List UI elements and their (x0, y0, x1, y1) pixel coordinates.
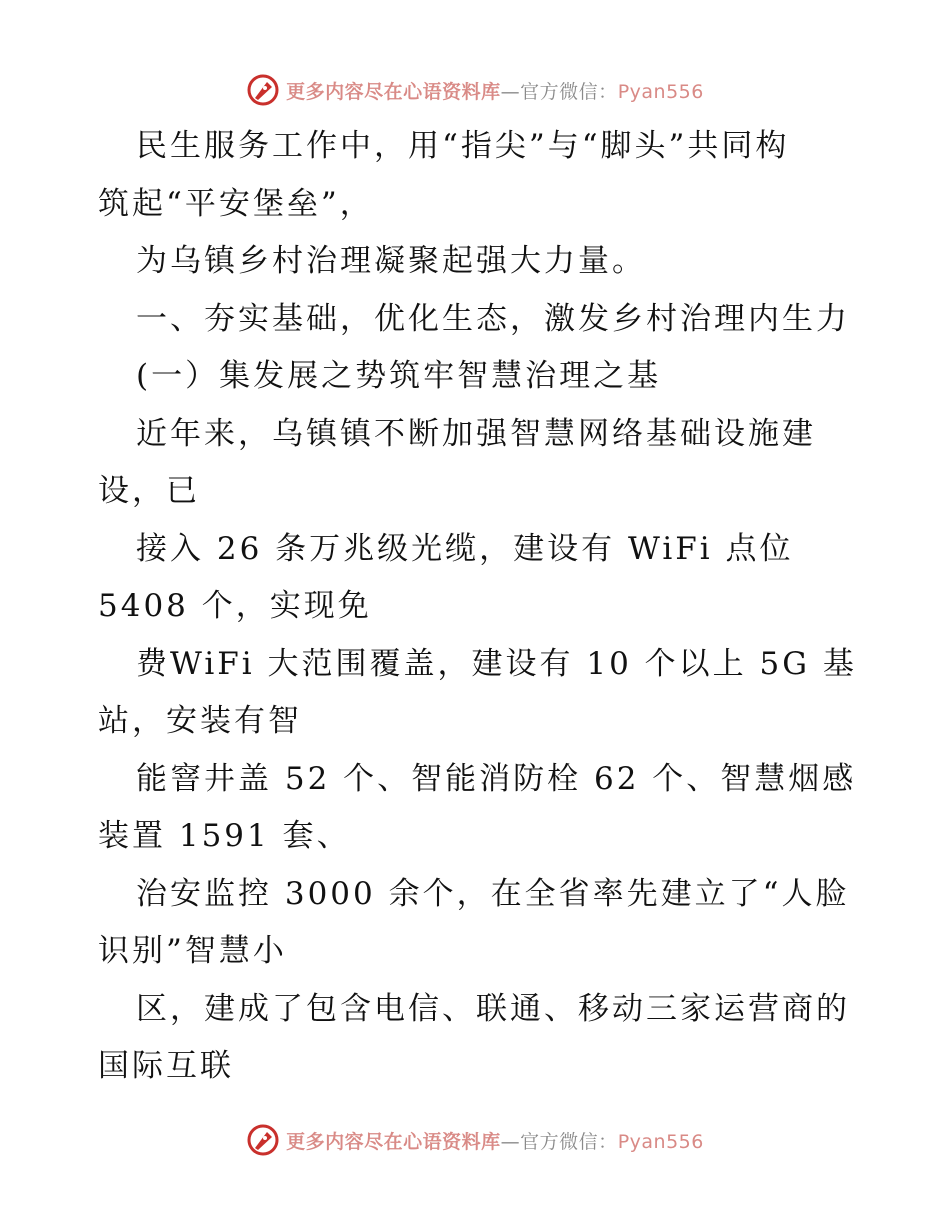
document-body (98, 118, 858, 1096)
banner-wechat-id: Pyan556 (617, 1130, 704, 1153)
text-line: 治安监控 3000 余个，在全省率先建立了“人脸 (136, 875, 850, 912)
banner-main-text: 更多内容尽在心语资料库 (286, 1130, 501, 1153)
banner-dash: — (500, 1130, 521, 1153)
banner-label: 官方微信： (520, 80, 618, 103)
text-line: 民生服务工作中，用“指尖”与“脚头”共同构 (136, 128, 790, 164)
text-line: 区，建成了包含电信、联通、移动三家运营商的 (136, 990, 850, 1027)
pen-nib-logo-icon (246, 73, 280, 107)
section-heading: 一、夯实基础，优化生态，激发乡村治理内生力 (136, 300, 850, 337)
text-line: 近年来，乌镇镇不断加强智慧网络基础设施建 (136, 415, 816, 452)
banner-text (286, 1127, 704, 1154)
text-line: 识别”智慧小 (98, 933, 287, 969)
banner-dash: — (500, 80, 521, 103)
header-banner (0, 70, 950, 110)
subsection-heading: (一）集发展之势筑牢智慧治理之基 (136, 358, 662, 394)
text-line: 5408 个，实现免 (98, 588, 372, 624)
text-line: 筑起“平安堡垒”， (98, 185, 374, 222)
text-line: 装置 1591 套、 (98, 818, 351, 854)
banner-label: 官方微信： (520, 1130, 618, 1153)
text-line: 接入 26 条万兆级光缆，建设有 WiFi 点位 (136, 530, 794, 567)
banner-main-text: 更多内容尽在心语资料库 (286, 80, 501, 103)
footer-banner (0, 1120, 950, 1160)
text-line: 能窨井盖 52 个、智能消防栓 62 个、智慧烟感 (136, 760, 857, 797)
banner-wechat-id: Pyan556 (617, 80, 704, 103)
text-line: 费WiFi 大范围覆盖，建设有 10 个以上 5G 基 (136, 645, 857, 682)
banner-text (286, 77, 704, 104)
text-line: 为乌镇乡村治理凝聚起强大力量。 (136, 243, 646, 279)
pen-nib-logo-icon (246, 1123, 280, 1157)
text-line: 国际互联 (98, 1048, 234, 1084)
text-line: 设，已 (98, 473, 200, 509)
text-line: 站，安装有智 (98, 703, 302, 739)
